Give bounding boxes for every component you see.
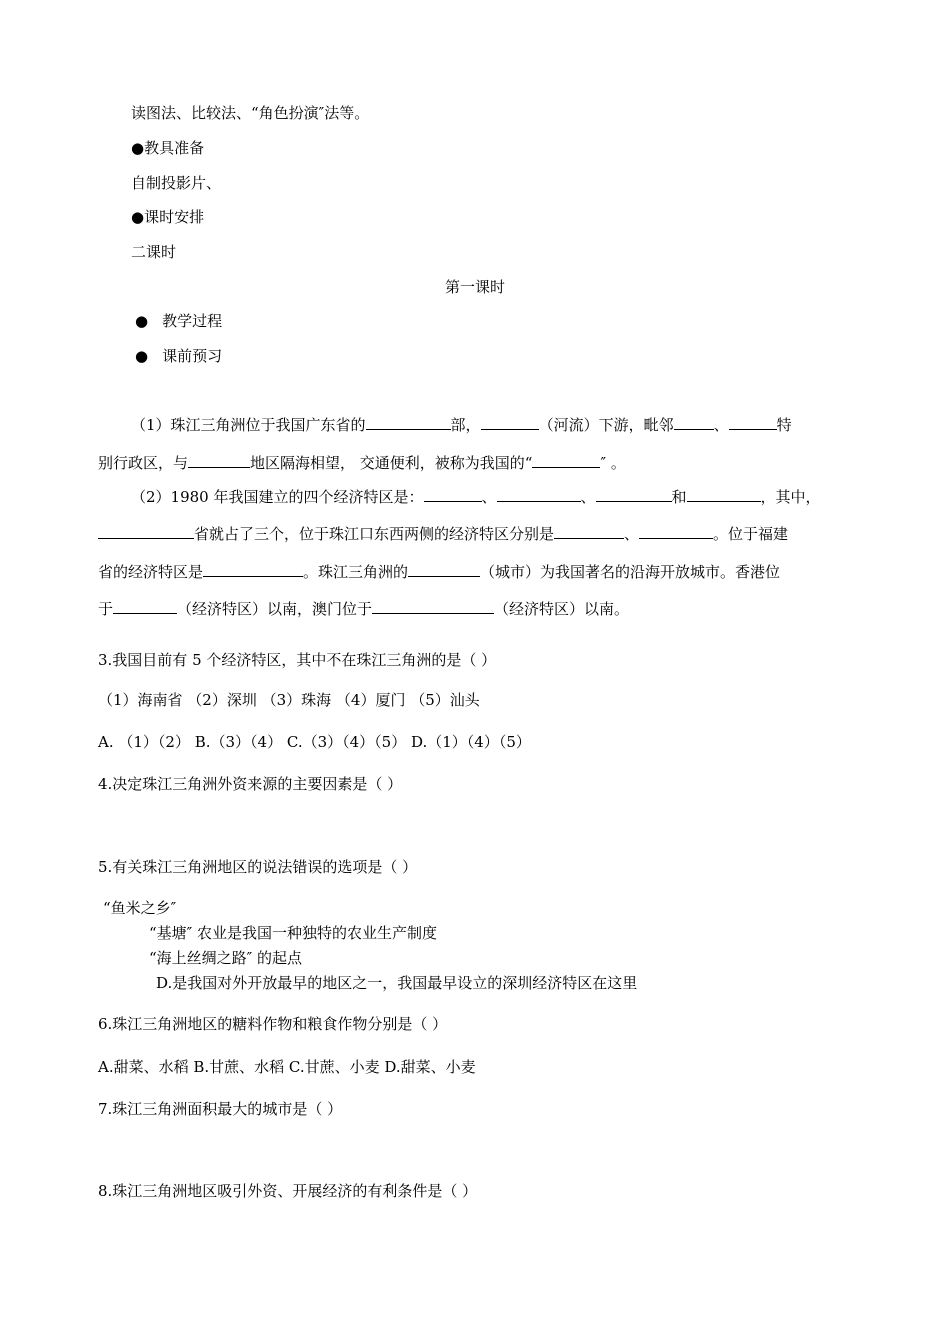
q5-option-d: D.是我国对外开放最早的地区之一，我国最早设立的深圳经济特区在这里 bbox=[156, 974, 638, 992]
fill-blank[interactable] bbox=[729, 414, 777, 430]
lesson-title: 第一课时 bbox=[444, 278, 505, 296]
q3-options: A. （1）（2） B.（3）（4） C.（3）（4）（5） D.（1）（4）（5） bbox=[98, 733, 531, 751]
fill-blank[interactable] bbox=[687, 486, 761, 502]
fill-blank[interactable] bbox=[639, 523, 713, 539]
fill-blank[interactable] bbox=[424, 486, 482, 502]
schedule-heading: ●课时安排 bbox=[131, 208, 205, 226]
q3-items: （1）海南省 （2）深圳 （3）珠海 （4）厦门 （5）汕头 bbox=[98, 691, 480, 709]
bullet-teaching-process: ● 教学过程 bbox=[135, 312, 223, 330]
q8-stem: 8.珠江三角洲地区吸引外资、开展经济的有利条件是（ ） bbox=[98, 1182, 478, 1200]
fill-blank[interactable] bbox=[497, 486, 581, 502]
q1-line1: （1）珠江三角洲位于我国广东省的 部， （河流）下游，毗邻 、 特 bbox=[131, 416, 792, 434]
q2-line4: 于 （经济特区）以南，澳门位于 （经济特区）以南。 bbox=[98, 600, 630, 618]
q5-option-c: “海上丝绸之路″ 的起点 bbox=[149, 949, 303, 967]
fill-blank[interactable] bbox=[188, 452, 250, 468]
q7-stem: 7.珠江三角洲面积最大的城市是（ ） bbox=[98, 1100, 343, 1118]
q1-line2: 别行政区，与 地区隔海相望， 交通便利，被称为我国的“ ″ 。 bbox=[98, 454, 626, 472]
fill-blank[interactable] bbox=[596, 486, 672, 502]
bullet-dot-icon: ● bbox=[135, 347, 149, 365]
fill-blank[interactable] bbox=[203, 561, 303, 577]
fill-blank[interactable] bbox=[366, 414, 451, 430]
q4-stem: 4.决定珠江三角洲外资来源的主要因素是（ ） bbox=[98, 775, 403, 793]
q5-option-b: “基塘″ 农业是我国一种独特的农业生产制度 bbox=[149, 924, 438, 942]
fill-blank[interactable] bbox=[481, 414, 539, 430]
tools-heading: ●教具准备 bbox=[131, 139, 205, 157]
tools-text: 自制投影片、 bbox=[131, 174, 222, 192]
q2-line2: 省就占了三个，位于珠江口东西两侧的经济特区分别是 、 。位于福建 bbox=[98, 523, 788, 544]
q5-option-a: “鱼米之乡″ bbox=[103, 899, 177, 917]
q6-options: A.甜菜、水稻 B.甘蔗、水稻 C.甘蔗、小麦 D.甜菜、小麦 bbox=[98, 1058, 476, 1076]
fill-blank[interactable] bbox=[554, 523, 624, 539]
schedule-text: 二课时 bbox=[131, 243, 177, 261]
q6-stem: 6.珠江三角洲地区的糖料作物和粮食作物分别是（ ） bbox=[98, 1015, 448, 1033]
bullet-preview: ● 课前预习 bbox=[135, 347, 223, 365]
q3-stem: 3.我国目前有 5 个经济特区，其中不在珠江三角洲的是（ ） bbox=[98, 651, 497, 669]
q5-stem: 5.有关珠江三角洲地区的说法错误的选项是（ ） bbox=[98, 858, 418, 876]
q2-line3: 省的经济特区是 。珠江三角洲的 （城市）为我国著名的沿海开放城市。香港位 bbox=[98, 563, 781, 581]
teaching-methods: 读图法、比较法、“角色扮演″法等。 bbox=[131, 104, 370, 122]
fill-blank[interactable] bbox=[408, 561, 480, 577]
bullet-dot-icon: ● bbox=[135, 312, 149, 330]
q2-line1: （2）1980 年我国建立的四个经济特区是： 、 、 和 ，其中， bbox=[131, 488, 821, 506]
fill-blank[interactable] bbox=[98, 523, 194, 539]
fill-blank[interactable] bbox=[113, 598, 177, 614]
fill-blank[interactable] bbox=[532, 452, 600, 468]
fill-blank[interactable] bbox=[674, 414, 714, 430]
fill-blank[interactable] bbox=[372, 598, 494, 614]
